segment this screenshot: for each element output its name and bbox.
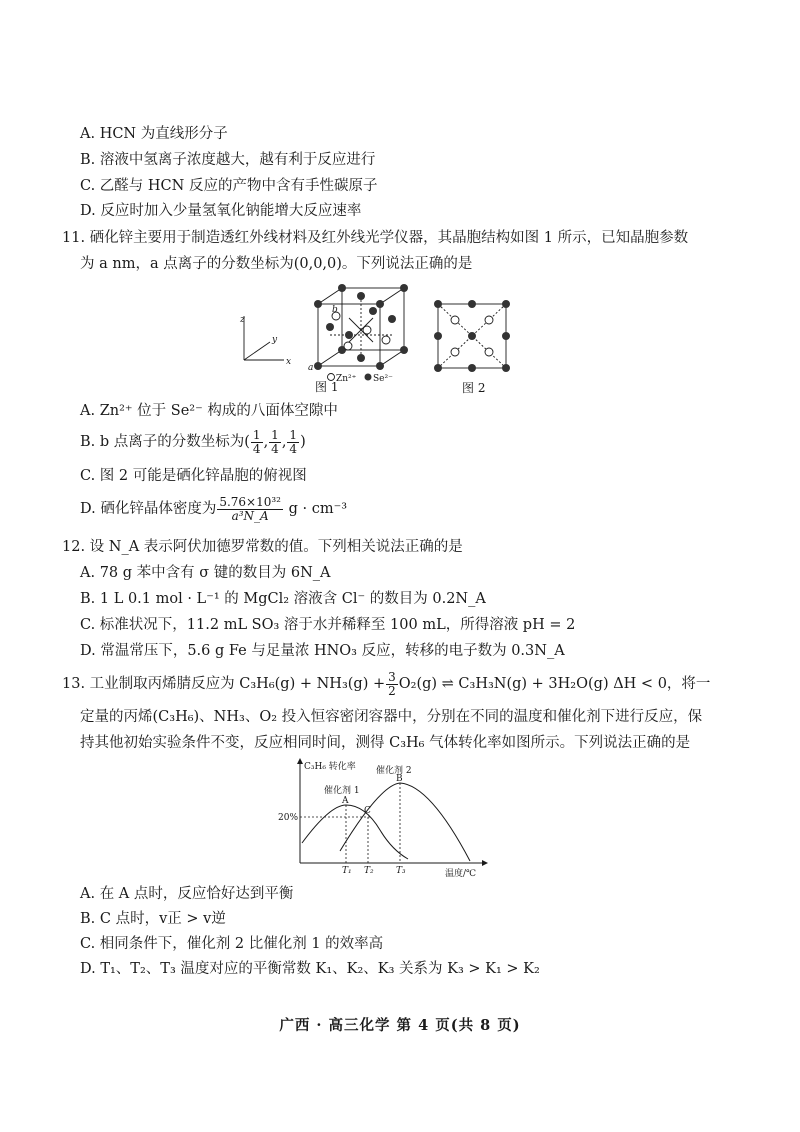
- conversion-chart: [270, 755, 500, 880]
- fig2-se-ions: [434, 300, 510, 372]
- point-b: B: [396, 774, 403, 784]
- point-a-label: a: [308, 363, 314, 373]
- page-footer: 广西 · 高三化学 第 4 页(共 8 页): [279, 1017, 521, 1034]
- point-c: C: [364, 806, 371, 816]
- point-a: A: [342, 796, 349, 806]
- q12-stem-text: 设 N_A 表示阿伏加德罗常数的值。下列相关说法正确的是: [89, 539, 463, 555]
- q13-stem-line1: 13. 工业制取丙烯腈反应为 C₃H₆(g) + NH₃(g) + $\frac{3}{2}$ O₂(g) ⇌ C₃H₃N(g) + 3H₂O(g) ΔH < 0，将一: [62, 669, 711, 698]
- q13-option-b: B. C 点时，v正 > v逆: [80, 911, 226, 927]
- q12-stem: [62, 537, 463, 557]
- axis-icon: [244, 316, 284, 360]
- x-tick-t2: T₂: [364, 866, 374, 876]
- y-axis-label: C₃H₆ 转化率: [304, 762, 356, 772]
- q13-option-a: A. 在 A 点时，反应恰好达到平衡: [80, 886, 294, 902]
- legend-se-label: Se²⁻: [373, 374, 393, 384]
- q11-option-b: B. b 点离子的分数坐标为( $\frac{1}{4}$ , $\frac{1}{4}$ , $\frac{1}{4}$ ): [80, 427, 306, 456]
- q10-option-a: A. HCN 为直线形分子: [80, 126, 228, 142]
- q12-option-c: C. 标准状况下，11.2 mL SO₃ 溶于水并稀释至 100 mL，所得溶液 pH = 2: [80, 617, 576, 633]
- axis-y-label: y: [272, 335, 278, 345]
- q11-option-a: A. Zn²⁺ 位于 Se²⁻ 构成的八面体空隙中: [80, 403, 338, 419]
- q11-option-d: D. 硒化锌晶体密度为 $\frac{\text{5.76×10³²}}{\text{a³N\_A}}$ g · cm⁻³: [80, 494, 348, 523]
- q13-stem-line2: 定量的丙烯(C₃H₆)、NH₃、O₂ 投入恒容密闭容器中，分别在不同的温度和催化剂下进行反应，保: [80, 709, 703, 725]
- figure1-caption: 图 1: [315, 380, 339, 394]
- q13-option-d: D. T₁、T₂、T₃ 温度对应的平衡常数 K₁、K₂、K₃ 关系为 K₃ > K₁ > K₂: [80, 961, 540, 977]
- crystal-figures: [236, 280, 526, 392]
- series-catalyst1-line: [302, 805, 408, 859]
- y-tick-20pct: 20%: [278, 813, 299, 823]
- q10-option-c: C. 乙醛与 HCN 反应的产物中含有手性碳原子: [80, 178, 378, 194]
- q11-stem-line2: 为 a nm，a 点离子的分数坐标为(0,0,0)。下列说法正确的是: [80, 256, 473, 272]
- q13-option-c: C. 相同条件下，催化剂 2 比催化剂 1 的效率高: [80, 936, 384, 952]
- series-catalyst2-label: 催化剂 2: [376, 766, 412, 776]
- q11-option-c: C. 图 2 可能是硒化锌晶胞的俯视图: [80, 468, 307, 484]
- q12-option-b: B. 1 L 0.1 mol · L⁻¹ 的 MgCl₂ 溶液含 Cl⁻ 的数目为 0.2N_A: [80, 591, 486, 607]
- axis-x-label: x: [286, 357, 292, 367]
- q12-option-a: A. 78 g 苯中含有 σ 键的数目为 6N_A: [80, 565, 331, 581]
- x-axis-label: 温度/℃: [445, 869, 477, 879]
- q12-number: 12.: [62, 539, 86, 555]
- figure2-caption: 图 2: [462, 381, 486, 395]
- q10-option-b: B. 溶液中氢离子浓度越大，越有利于反应进行: [80, 152, 376, 168]
- legend-zn-label: Zn²⁺: [336, 374, 357, 384]
- q10-option-d: D. 反应时加入少量氢氧化钠能增大反应速率: [80, 203, 362, 219]
- x-tick-t3: T₃: [396, 866, 406, 876]
- x-tick-t1: T₁: [342, 866, 352, 876]
- q13-stem-line3: 持其他初始实验条件不变，反应相同时间，测得 C₃H₆ 气体转化率如图所示。下列说法正确的是: [80, 735, 691, 751]
- q12-option-d: D. 常温常压下，5.6 g Fe 与足量浓 HNO₃ 反应，转移的电子数为 0.3N_A: [80, 643, 565, 659]
- q11-stem-text1: 硒化锌主要用于制造透红外线材料及红外线光学仪器，其晶胞结构如图 1 所示，已知晶胞参数: [89, 230, 689, 246]
- series-catalyst1-label: 催化剂 1: [324, 786, 360, 796]
- point-b-label: b: [332, 305, 338, 315]
- q11-stem-line1: [62, 228, 688, 248]
- q11-number: 11.: [62, 230, 86, 246]
- q13-number: 13.: [62, 676, 86, 692]
- legend-se-icon: [365, 374, 372, 381]
- axis-z-label: z: [240, 315, 245, 325]
